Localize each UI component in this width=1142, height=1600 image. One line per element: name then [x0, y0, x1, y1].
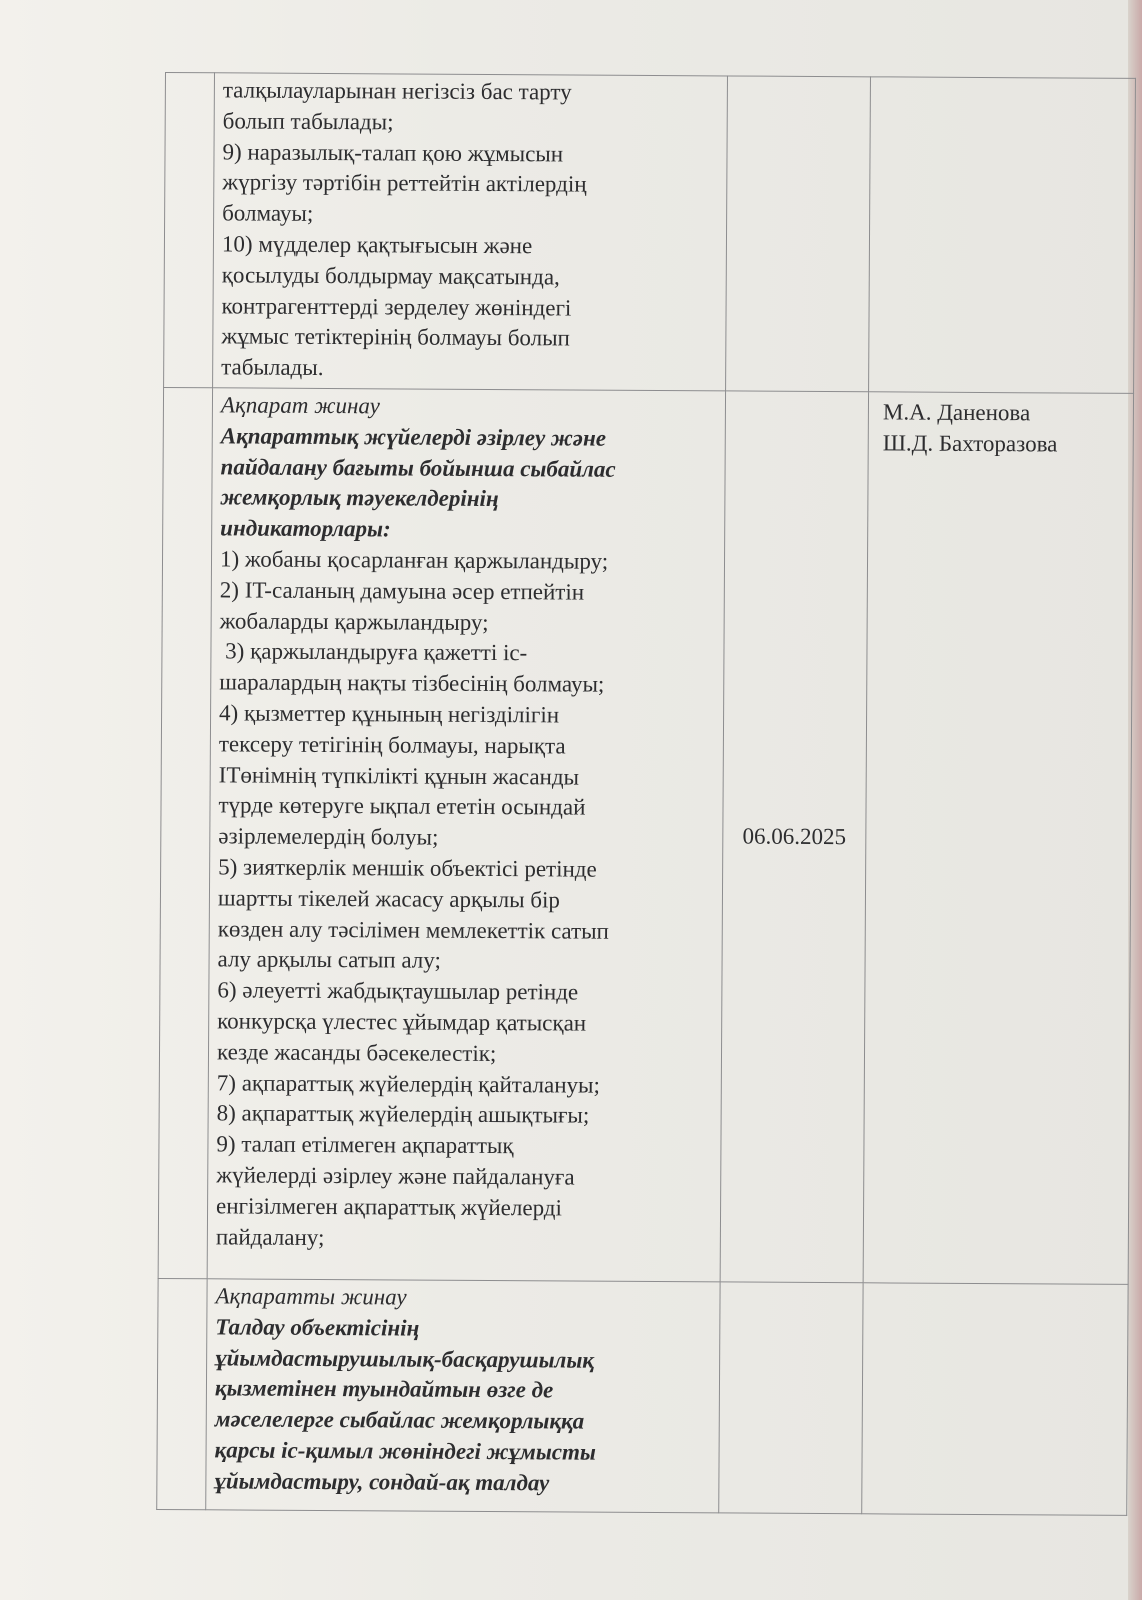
- section-subheading-line: индикаторлары:: [220, 515, 391, 542]
- date-cell: [726, 76, 871, 392]
- text-line: 9) наразылық-талап қою жұмысын: [222, 138, 564, 167]
- text-line: 10) мүдделер қақтығысын және: [221, 231, 533, 259]
- text-line: тексеру тетігінің болмауы, нарықта: [218, 731, 566, 759]
- section-subheading-line: ұйымдастырушылық-басқарушылық: [215, 1344, 595, 1373]
- section-subheading-line: қарсы іс-қимыл жөніндегі жұмысты: [214, 1437, 596, 1465]
- text-line: 9) талап етілмеген ақпараттық: [216, 1131, 514, 1159]
- text-line: конкурсқа үлестес ұйымдар қатысқан: [217, 1008, 587, 1036]
- section-subheading-line: жемқорлық тәуекелдерінің: [220, 484, 499, 512]
- section-subheading-line: Талдау объектісінің: [215, 1314, 420, 1341]
- text-line: 3) қаржыландыруға қажетті іс-: [219, 638, 528, 666]
- text-line: болмауы;: [222, 200, 314, 227]
- text-line: табылады.: [221, 354, 324, 381]
- document-table: [156, 72, 1136, 1516]
- text-cell: [206, 1279, 720, 1513]
- number-cell: [158, 387, 212, 1278]
- text-cell: [207, 388, 725, 1282]
- text-line: болып табылады;: [222, 108, 394, 135]
- responsible-person: Ш.Д. Бахторазова: [882, 430, 1058, 457]
- text-line: енгізілмеген ақпараттық жүйелерді: [216, 1193, 562, 1221]
- section-subheading-line: мәселелерге сыбайлас жемқорлыққа: [214, 1406, 585, 1434]
- responsible-cell: [869, 77, 1136, 394]
- table-row: [158, 387, 1133, 1284]
- text-line: контрагенттерді зерделеу жөніндегі: [221, 292, 572, 321]
- section-subheading-line: қызметінен туындайтын өзге де: [214, 1375, 554, 1403]
- table-row: [157, 1278, 1128, 1515]
- text-line: 2) IT-саланың дамуына әсер етпейтін: [219, 577, 585, 605]
- section-subheading-line: пайдалану бағыты бойынша сыбайлас: [220, 453, 616, 482]
- text-line: 5) зияткерлік меншік объектісі ретінде: [218, 854, 597, 882]
- text-line: 6) әлеуетті жабдықтаушылар ретінде: [217, 977, 579, 1005]
- text-line: кезде жасанды бәсекелестік;: [216, 1039, 497, 1066]
- text-line: шартты тікелей жасасу арқылы бір: [217, 885, 561, 913]
- responsible-cell: [862, 1283, 1128, 1516]
- text-line: 1) жобаны қосарланған қаржыландыру;: [219, 546, 609, 574]
- text-line: шаралардың нақты тізбесінің болмауы;: [219, 669, 605, 697]
- text-line: 4) қызметтер құнының негізділігін: [219, 700, 560, 728]
- deadline-date: 06.06.2025: [742, 823, 847, 850]
- responsible-person: М.А. Даненова: [882, 399, 1031, 426]
- text-line: 8) ақпараттық жүйелердің ашықтығы;: [216, 1100, 590, 1128]
- section-subheading-line: Ақпараттық жүйелерді әзірлеу және: [220, 423, 607, 451]
- text-cell: [213, 73, 728, 391]
- text-line: алу арқылы сатып алу;: [217, 946, 441, 974]
- text-line: жүргізу тәртібін реттейтін актілердің: [222, 169, 587, 197]
- text-line: жүйелерді әзірлеу және пайдалануға: [216, 1162, 575, 1190]
- text-line: талқылауларынан негізсіз бас тарту: [222, 77, 572, 105]
- text-line: пайдалану;: [215, 1223, 325, 1250]
- text-line: түрде көтеруге ықпал ететін осындай: [218, 792, 586, 820]
- date-cell: [719, 1282, 863, 1514]
- text-line: жобаларды қаржыландыру;: [219, 607, 489, 635]
- text-line: көзден алу тәсілімен мемлекеттік сатып: [217, 915, 609, 944]
- responsible-cell: [863, 392, 1133, 1285]
- table-row: [164, 73, 1136, 394]
- text-line: жұмыс тетіктерінің болмауы болып: [221, 323, 570, 351]
- date-cell: [720, 391, 868, 1283]
- text-line: 7) ақпараттық жүйелердің қайталануы;: [216, 1069, 601, 1098]
- text-line: қосылуды болдырмау мақсатында,: [221, 262, 560, 290]
- section-heading: Ақпарат жинау: [220, 392, 380, 419]
- number-cell: [164, 73, 215, 388]
- text-line: әзірлемелердің болуы;: [218, 823, 439, 850]
- number-cell: [157, 1278, 207, 1509]
- section-heading: Ақпаратты жинау: [215, 1283, 407, 1310]
- text-line: ITөнімнің түпкілікті құнын жасанды: [218, 761, 580, 790]
- section-subheading-line: ұйымдастыру, сондай-ақ талдау: [214, 1468, 550, 1496]
